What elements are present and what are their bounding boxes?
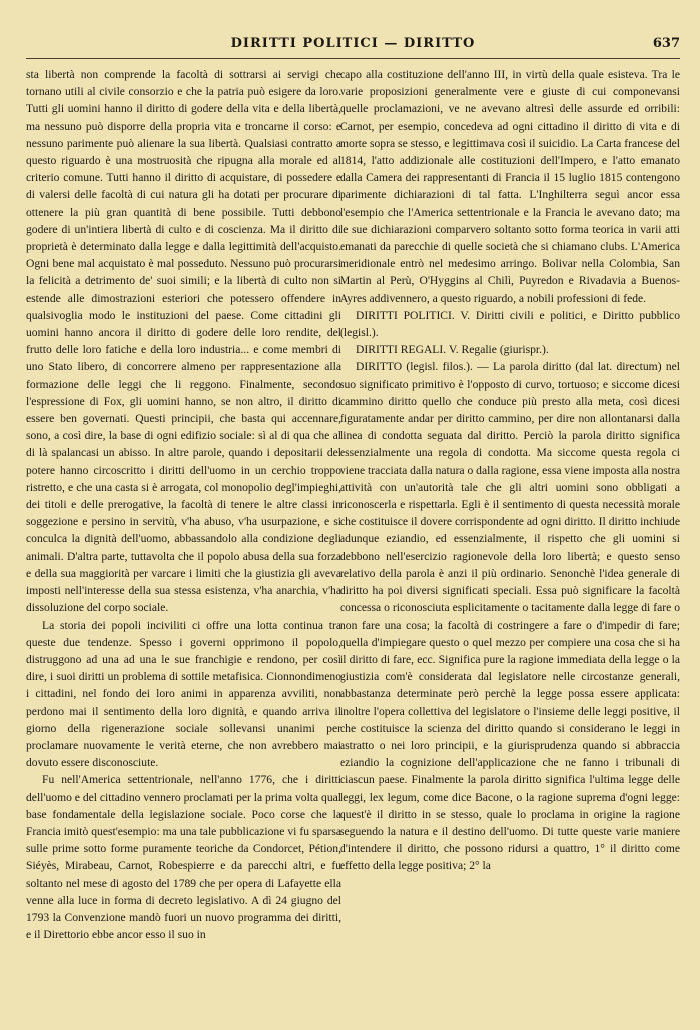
entry-diritti-politici: DIRITTI POLITICI. V. Diritti civili e politici, e Diritto pubblico (legisl.).	[340, 308, 680, 340]
paragraph: capo alla costituzione dell'anno III, in virtù della quale esisteva. Tra le varie proposizioni generalmente vere e giuste di cui componevansi quelle proclamazioni, ve ne avevano altresì delle assurde ed orribili: Carnot, per esempio, concedeva ad ogni cittadino il diritto di vita e di morte sopra se stesso, e legittimava così il suicidio. La Carta francese del 1814, l'atto addizionale alle costituzioni dell'Impero, e l'atto emanato dalla Camera dei rappresentanti di Francia il 15 luglio 1815 contengono parimente dichiarazioni di tal fatta. L'Inghilterra seguì ancor essa l'esempio che l'America settentrionale e la Francia le avevano dato; ma le sue dichiarazioni comparvero soltanto sotto forma teorica in varii atti emanati da parecchie di quelle società che si chiamano clubs. L'America meridionale entrò nel medesimo arringo. Bolivar nella Colombia, San Martin al Perù, O'Hyggins al Chilì, Puyredon e Rivadavia a Buenos-Ayres addivennero, a questo riguardo, a nobili professioni di fede.	[340, 68, 680, 305]
paragraph: La storia dei popoli inciviliti ci offre una lotta continua tra queste due tendenze. Spesso i governi opprimono il popolo, distruggono ad una ad una le sue franchigie e rendono, per così dire, i suoi diritti un problema di sottile metafisica. Cionnondimeno i cittadini, nel fondo dei loro animi in apparenza avviliti, non perdono mai il sentimento della loro dignità, e quando arriva il giorno della rigenerazione sociale sollevansi unanimi per proclamare nuovamente le verità eterne, che non avrebbero mai dovuto essere disconosciute.	[26, 618, 341, 770]
header-rule	[26, 58, 680, 59]
page-number: 637	[652, 36, 680, 51]
running-title: DIRITTI POLITICI — DIRITTO	[230, 36, 476, 51]
left-column	[26, 66, 341, 943]
entry-diritti-regali: DIRITTI REGALI. V. Regalie (giurispr.).	[356, 343, 549, 357]
paragraph: sta libertà non comprende la facoltà di sottrarsi ai servigi che tornano utili al civile consorzio e che la patria può esigere da loro. Tutti gli uomini hanno il diritto di godere della vita e della libertà, ma nessuno può disporre della propria vita e troncarne il corso: e nessuno parimente può alienare la sua libertà. Qualsiasi contratto a questo riguardo è una mostruosità che ripugna alla morale ed al criterio comune. Tutti hanno il diritto di acquistare, di possedere e di valersi delle facoltà di cui natura gli ha dotati per procurare di ottenere la più gran quantità di bene possibile. Tutti debbono godere di un'intiera libertà di culto e di coscienza. Ma il diritto di proprietà è determinato dalla legge e dalla legittimità dell'acquisto. Ogni bene mal acquistato è mal posseduto. Nessuno può procurarsi la felicità a detrimento de' suoi simili; e la libertà di culto non si estende alle dimostrazioni esteriori che potessero offendere in qualsivoglia modo le instituzioni del paese. Come cittadini gli uomini hanno ancora il diritto di godere delle loro rendite, del frutto delle loro fatiche e della loro industria... e come membri di uno Stato libero, di concorrere almeno per rappresentazione alla formazione delle leggi che li reggono. Finalmente, secondo l'espressione di Fox, gli uomini hanno, se non altro, il diritto di essere ben governati. Questi principii, che basta qui accennare, sono, a così dire, la base di ogni edifizio sociale: sì al di qua che al di là spalancasi un abisso. In altre parole, quando i depositarii del potere hanno circoscritto i diritti dell'uomo in un cerchio troppo ristretto, e che una casta si è arrogata, col monopolio degl'impieghi, dei titoli e delle prerogative, la facoltà di tenere le altre classi in soggezione e persino in servitù, v'ha abuso, v'ha usurpazione, e si conculca la dignità dell'uomo, abbassandolo alla condizione degli animali. D'altra parte, tuttavolta che il popolo abusa della sua forza e della sua maggiorità per varcare i limiti che la giustizia gli aveva imposti nell'interesse della sua stessa esistenza, v'ha anarchia, v'ha dissoluzione del corpo sociale.	[26, 68, 341, 615]
entry-diritto: DIRITTO (legisl. filos.). — La parola diritto (dal lat. directum) nel suo significato primitivo è l'opposto di curvo, tortuoso; e siccome dicesi cammino diritto quello che conduce più presto alla meta, così dicesi figuratamente andar per diritto cammino, per dire non allontanarsi dalla linea di condotta seguata dal diritto. Perciò la parola diritto significa essenzialmente una regola di condotta. Ma siccome questa regola ci viene tracciata dalla natura o dalla ragione, essa viene imposta alla nostra attività con un'autorità tale che gli altri uomini sono obbligati a riconoscerla e rispettarla. Egli è il sentimento di questa necessità morale che costituisce il dovere corrispondente ad ogni diritto. Il diritto inchiude adunque eziandio, ed essenzialmente, il rispetto che gli uomini si debbono nell'esercizio ragionevole della loro libertà; e questo senso relativo della parola è anzi il più ordinario. Senonchè l'idea generale di diritto ha poi diversi significati speciali. Essa può significare la facoltà concessa o riconosciuta esplicitamente o tacitamente dalla legge di fare o non fare una cosa; la facoltà di costringere a fare o d'impedir di fare; quella d'impiegare questo o quel mezzo per compiere una cosa che si ha il diritto di fare, ecc. Significa pure la ragione immediata della legge o la giustizia com'è considerata dal legislatore nelle circostanze generali, abbastanza determinate però perchè la legge possa essere applicata: inoltre l'opera collettiva del legislatore o l'insieme delle leggi positive, il che costituisce la scienza del diritto quando si considerano le leggi in astratto o nei loro principii, e la giurisprudenza quando si abbraccia eziandio la cognizione dell'applicazione che ne fanno i tribunali di ciascun paese. Finalmente la parola diritto significa l'ultima legge delle leggi, lex legum, come dice Bacone, o la ragione suprema d'ogni legge: quest'è il diritto in se stesso, quale lo proclama in origine la ragione seguendo la natura e il destino dell'uomo. Di tutte queste varie maniere d'intendere il diritto, che possono ridursi a quattro, 1° il diritto come effetto della legge positiva; 2° la	[340, 360, 680, 873]
paragraph: Fu nell'America settentrionale, nell'anno 1776, che i diritti dell'uomo e del cittadino vennero proclamati per la prima volta qual base fondamentale della legislazione sociale. Poco corse che la Francia imitò quest'esempio: ma una tale pubblicazione vi fu sparsa sulle prime sotto forme puramente teoriche da Condorcet, Pétion, Siéyès, Mirabeau, Carnot, Robespierre e da parecchi altri, e fu soltanto nel mese di agosto del 1789 che per opera di Lafayette ella venne alla luce in forma di decreto legislativo. A dì 24 giugno del 1793 la Convenzione mandò fuori un nuovo programma dei diritti, e il Direttorio ebbe ancor esso il suo in	[26, 773, 342, 942]
right-column	[340, 66, 680, 875]
